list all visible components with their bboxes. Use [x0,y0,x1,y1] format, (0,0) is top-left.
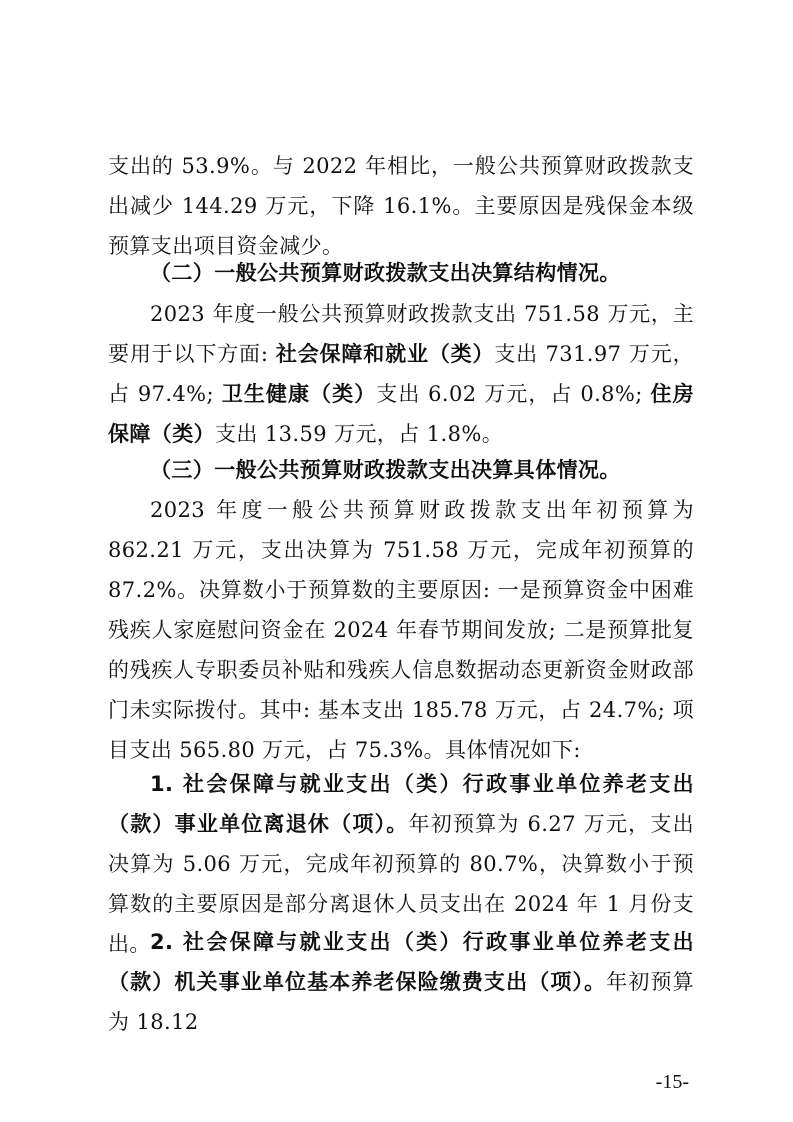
paragraph-text: 支出的 53.9%。与 2022 年相比，一般公共预算财政拨款支出减少 144.29 万元，下降 16.1%。主要原因是残保金本级预算支出项目资金减少。 [108,154,694,258]
paragraph-details [108,490,694,770]
paragraph-text: 支出 731.97 万元，占 97.4%; [108,342,694,406]
category-housing: 住房保障（类） [108,382,694,446]
paragraph-text: 年初预算为 6.27 万元，支出决算为 5.06 万元，完成年初预算的 80.7%，决算数小于预算数的主要原因是部分离退休人员支出在 2024 年 1 月份支出。 [108,812,694,956]
paragraph-text: 2023 年度一般公共预算财政拨款支出 751.58 万元，主要用于以下方面: [108,302,694,366]
category-social-security: 社会保障和就业（类） [275,342,495,366]
paragraph-text: 支出 6.02 万元，占 0.8%; [376,382,651,406]
paragraph-text: 年初预算为 18.12 [108,970,694,1034]
paragraph-structure [108,294,694,454]
page-number: -15- [655,1071,689,1093]
section-heading-3: （三）一般公共预算财政拨款支出决算具体情况。 [150,458,621,482]
category-health: 卫生健康（类） [221,382,377,406]
item-heading: 2. 社会保障与就业支出（类）行政事业单位养老支出（款）机关事业单位基本养老保险缴费支出（项）。 [108,930,694,994]
paragraph-text: 2023 年度一般公共预算财政拨款支出年初预算为 862.21 万元，支出决算为 751.58 万元，完成年初预算的 87.2%。决算数小于预算数的主要原因: 一是预算资金中困难残疾人家庭慰问资金在 2024 年春节期间发放; 二是预算批复的残疾人专职委员补贴和残疾人信息数据动态更新资金财政部门未实际拨付。其中: 基本支出 185.78 万元，占 24.7%; 项目支出 565.80 万元，占 75.3%。具体情况如下: [108,498,694,762]
item-heading: 1. 社会保障与就业支出（类）行政事业单位养老支出（款）事业单位离退休（项）。 [108,772,694,836]
section-heading-2: （二）一般公共预算财政拨款支出决算结构情况。 [150,261,621,285]
paragraph-item-2 [108,922,694,1042]
paragraph-text: 支出 13.59 万元，占 1.8%。 [215,422,504,446]
paragraph-summary [108,146,694,266]
